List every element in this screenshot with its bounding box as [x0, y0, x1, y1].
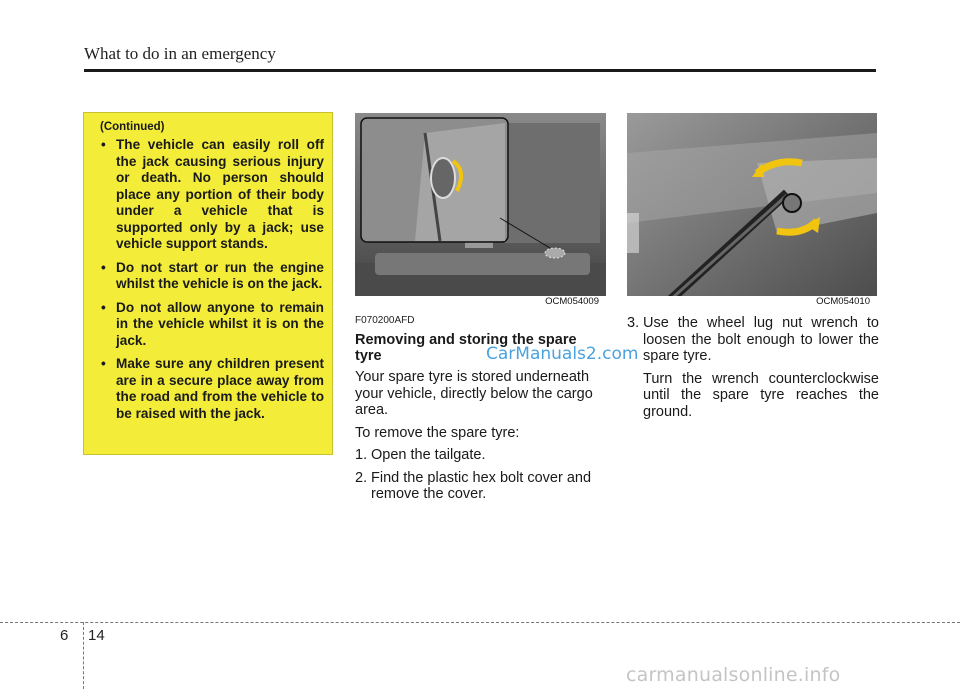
section-code: F070200AFD [355, 315, 415, 326]
section-title: Removing and storing the spare tyre [355, 332, 577, 364]
step-text: Find the plastic hex bolt cover and remove the cover. [371, 469, 592, 502]
photo-code-left: OCM054009 [542, 296, 602, 307]
warning-list [92, 137, 324, 422]
step-number: 1. [355, 447, 368, 463]
step-item [355, 447, 607, 464]
cargo-illustration [355, 113, 606, 309]
warning-item-text: The vehicle can easily roll off the jack causing serious injury or death. No person should place any portion of their body under a vehicle that is supported only by a jack; use vehicle support stands. [116, 137, 324, 251]
cargo-area-photo [355, 113, 606, 309]
header-rule [84, 69, 876, 72]
step-number: 2. [355, 469, 368, 486]
warning-item [92, 300, 324, 350]
warning-item [92, 356, 324, 422]
right-column [627, 315, 879, 420]
section-lead: To remove the spare tyre: [355, 424, 520, 441]
watermark-carmanualsonline: carmanualsonline.info [626, 664, 841, 686]
page-number: 14 [88, 627, 105, 644]
bullet-icon: • [101, 259, 106, 275]
footer-divider [0, 622, 960, 623]
step-text: Use the wheel lug nut wrench to loosen the bolt enough to lower the spare tyre. [643, 315, 879, 364]
step-item [355, 470, 607, 503]
page-header-title: What to do in an emergency [84, 44, 276, 63]
warning-item [92, 260, 324, 293]
warning-item-text: Make sure any children present are in a secure place away from the road and from the vehicle to be raised with the jack. [116, 356, 324, 421]
bullet-icon: • [101, 356, 106, 371]
section-intro: Your spare tyre is stored underneath your vehicle, directly below the cargo area. [355, 369, 593, 418]
warning-item [92, 137, 324, 253]
step-subtext: Turn the wrench counterclockwise until the spare tyre reaches the ground. [643, 370, 879, 420]
wrench-photo [627, 113, 877, 309]
warning-box [83, 112, 333, 455]
footer-vertical-divider [83, 622, 84, 689]
step-text: Open the tailgate. [371, 447, 486, 463]
chapter-number: 6 [60, 627, 69, 644]
wrench-illustration [627, 113, 877, 309]
warning-item-text: Do not start or run the engine whilst the vehicle is on the jack. [116, 259, 324, 291]
bullet-icon: • [101, 299, 106, 315]
warning-item-text: Do not allow anyone to remain in the vehicle whilst it is on the jack. [116, 299, 324, 348]
step-number: 3. [627, 315, 640, 331]
watermark-carmanuals2: CarManuals2.com [486, 344, 639, 364]
step-item [627, 315, 879, 365]
warning-continued-label: (Continued) [100, 121, 165, 133]
bullet-icon: • [101, 137, 106, 152]
photo-code-right: OCM054010 [813, 296, 873, 307]
